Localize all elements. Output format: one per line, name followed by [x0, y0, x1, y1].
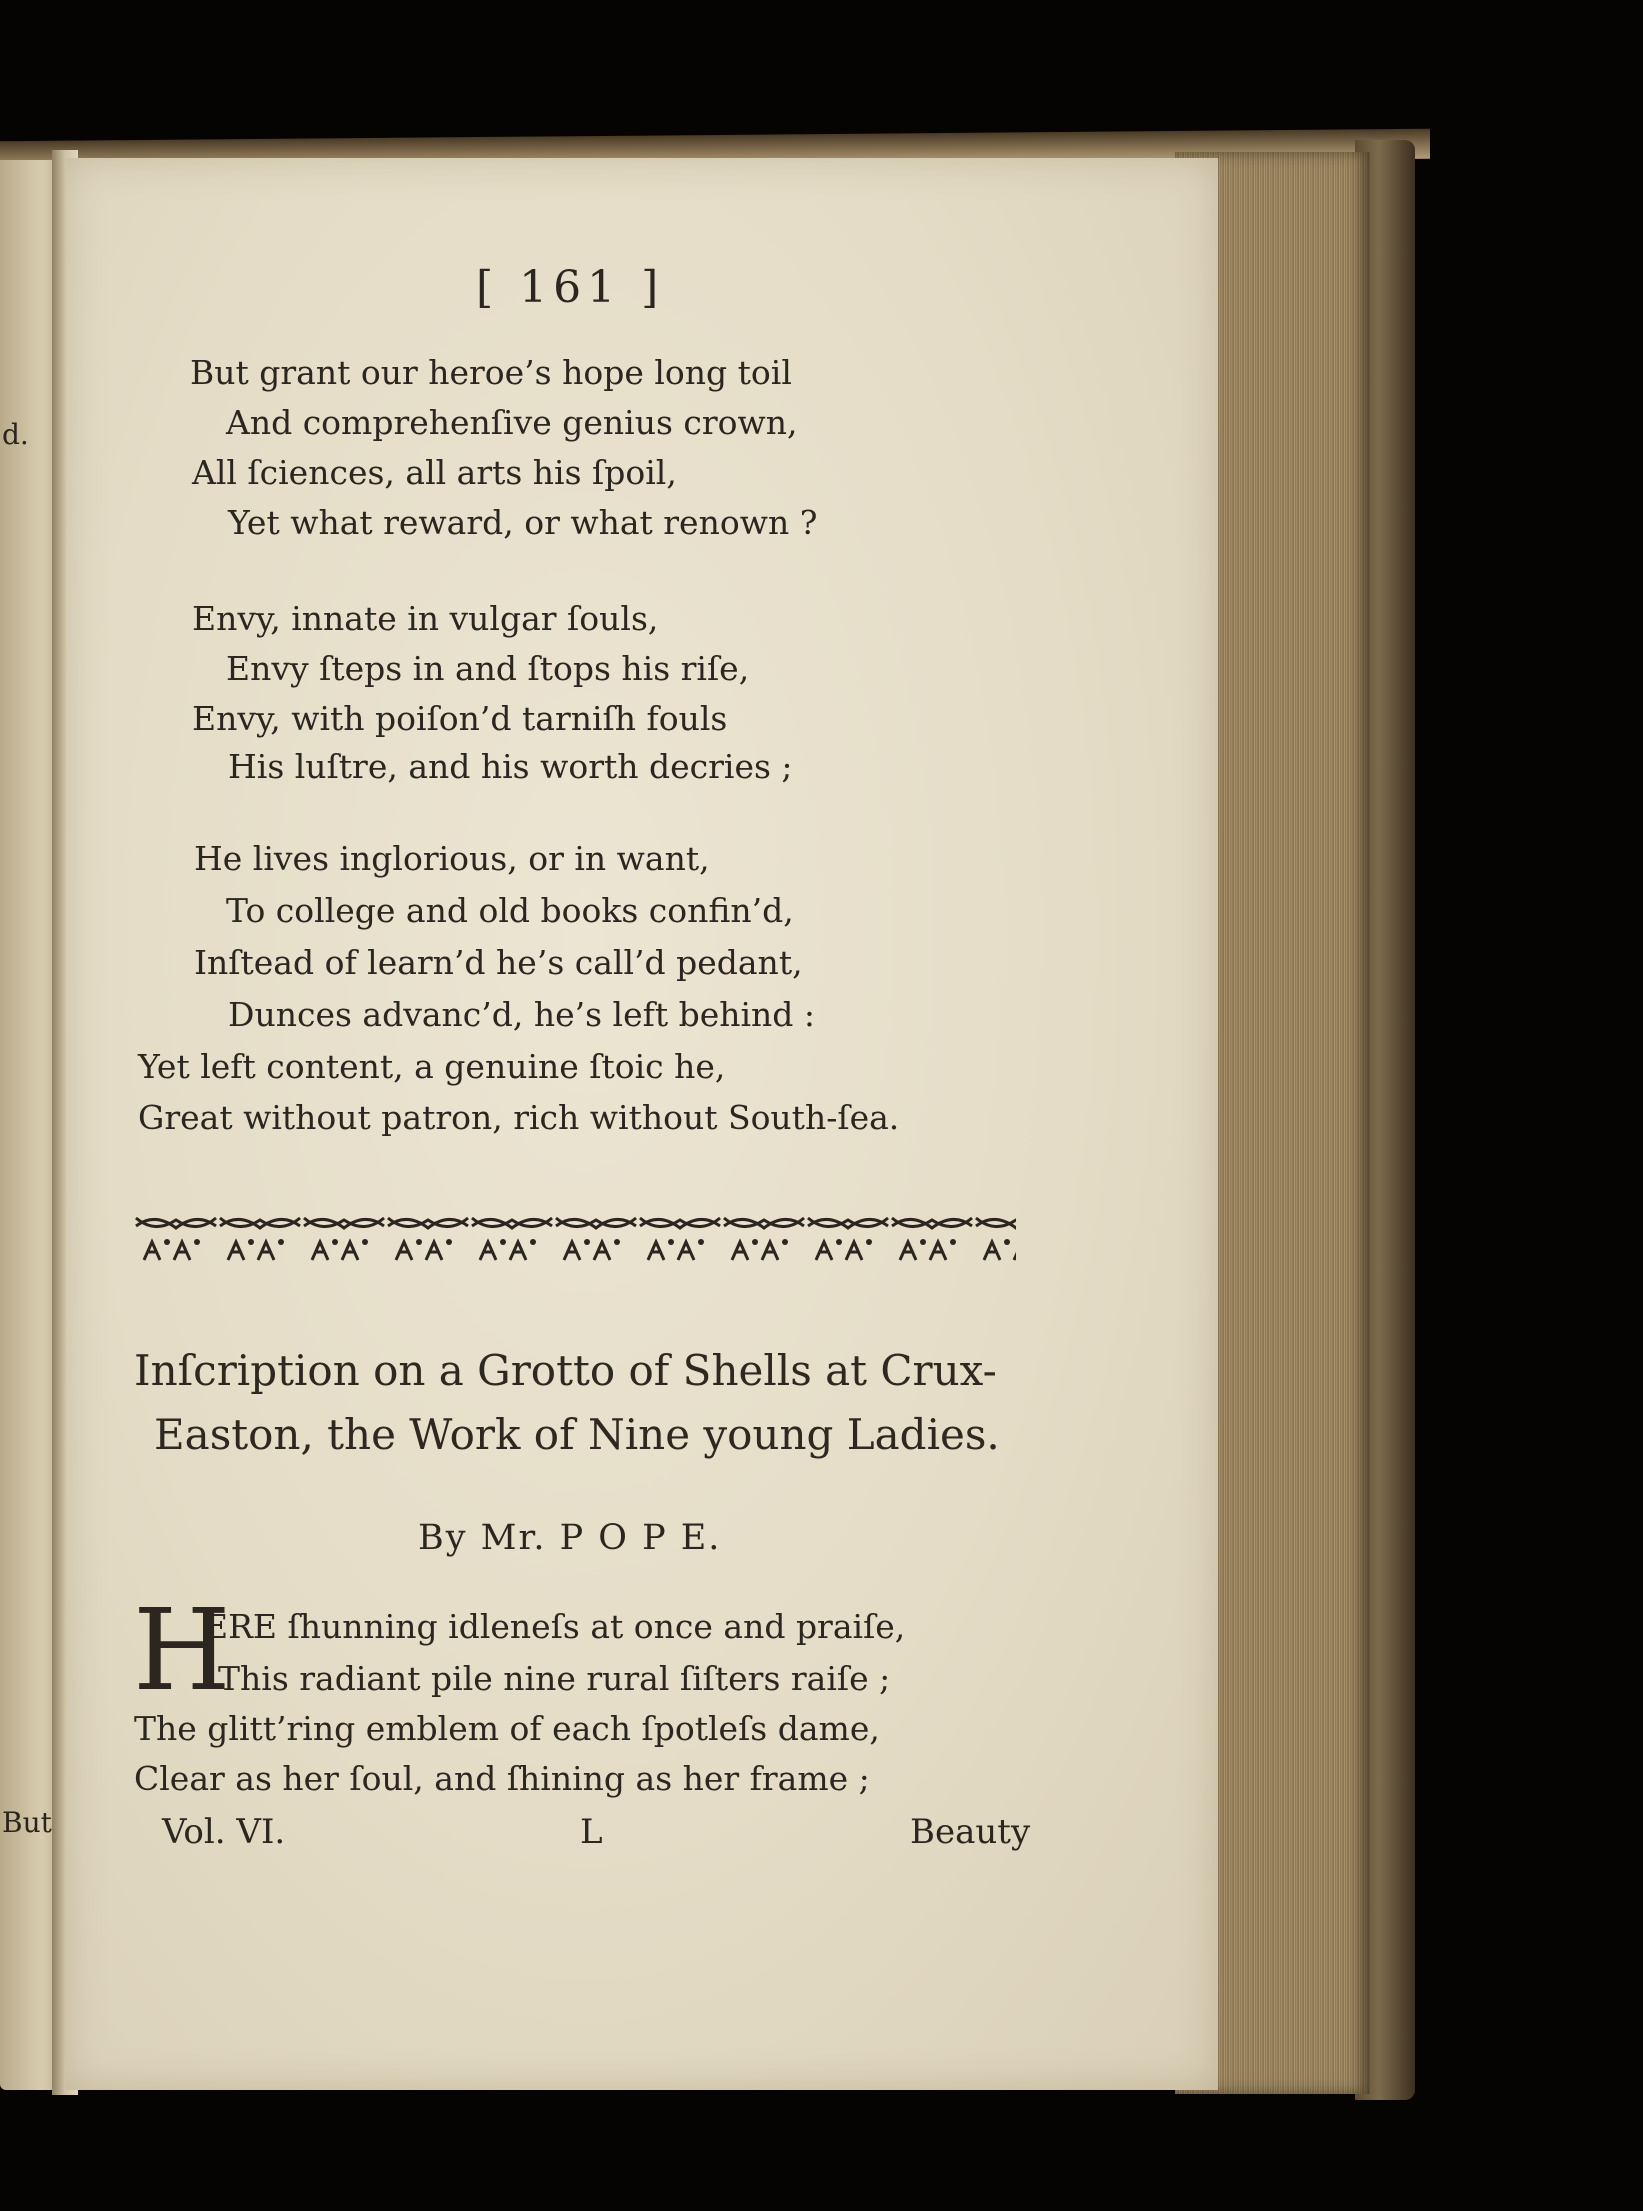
poem-line: Yet left content, a genuine ſtoic he,	[138, 1047, 726, 1086]
poem-line: But grant our heroe’s hope long toil	[190, 353, 792, 392]
poem-line: He lives inglorious, or in want,	[194, 839, 710, 878]
poem-line: Clear as her ſoul, and ſhining as her frame ;	[134, 1759, 870, 1798]
poem-line: Envy, innate in vulgar ſouls,	[192, 599, 659, 638]
poem-line: Envy ſteps in and ſtops his riſe,	[226, 649, 750, 688]
author-byline: By Mr. P O P E.	[418, 1518, 722, 1558]
poem-title-line-1: Inſcription on a Grotto of Shells at Crux-	[134, 1346, 997, 1395]
poem-title-line-2: Easton, the Work of Nine young Ladies.	[154, 1410, 1000, 1459]
poem-line: ERE ſhunning idleneſs at once and praiſe,	[204, 1607, 906, 1646]
poem-line: This radiant pile nine rural ſiſters raiſe ;	[218, 1659, 891, 1698]
catchword: Beauty	[910, 1812, 1031, 1852]
poem-line: All ſciences, all arts his ſpoil,	[192, 453, 677, 492]
poem-line: Envy, with poiſon’d tarniſh fouls	[192, 699, 728, 738]
signature-mark: L	[580, 1812, 603, 1852]
poem-line: To college and old books confin’d,	[226, 891, 794, 930]
poem-line: Great without patron, rich without South-ſea.	[138, 1098, 900, 1137]
poem-line: His luſtre, and his worth decries ;	[228, 747, 793, 786]
left-page-margin-mark: d.	[2, 418, 29, 451]
volume-marker: Vol. VI.	[162, 1812, 286, 1852]
page-number: [ 161 ]	[476, 262, 665, 313]
left-page-catchword: But	[2, 1806, 52, 1839]
poem-line: Inſtead of learn’d he’s call’d pedant,	[194, 943, 803, 982]
poem-line: The glitt’ring emblem of each ſpotleſs dame,	[134, 1709, 880, 1748]
drop-cap: H	[133, 1586, 231, 1716]
poem-line: Yet what reward, or what renown ?	[228, 503, 818, 542]
poem-line: And comprehenſive genius crown,	[226, 403, 798, 442]
printers-ornament	[134, 1212, 1016, 1264]
poem-line: Dunces advanc’d, he’s left behind :	[228, 995, 816, 1034]
